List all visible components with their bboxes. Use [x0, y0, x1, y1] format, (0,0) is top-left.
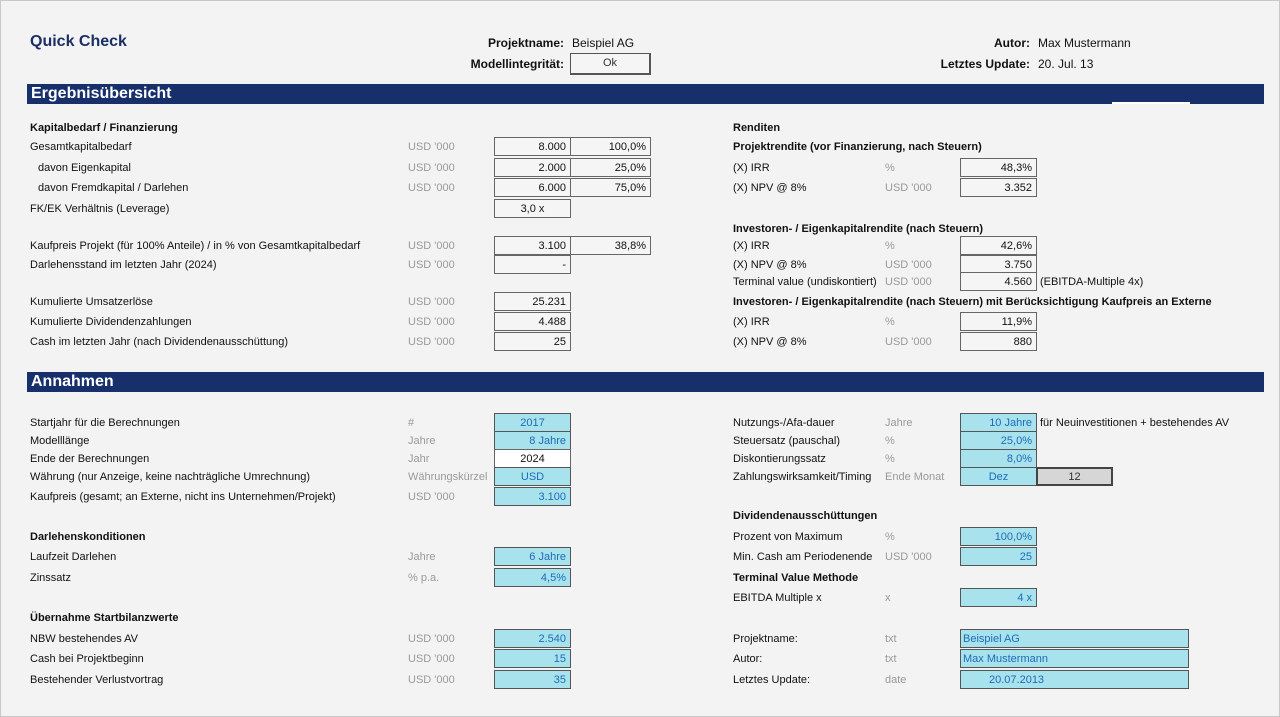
row-unit: USD '000	[885, 551, 932, 563]
row-label: Kumulierte Dividendenzahlungen	[30, 316, 192, 328]
row-unit: x	[885, 592, 891, 604]
input-cell[interactable]: 2024	[494, 449, 571, 468]
value-cell: 3,0 x	[494, 199, 571, 218]
percent-cell: 100,0%	[570, 137, 651, 156]
row-label: Kaufpreis Projekt (für 100% Anteile) / in % von Gesamtkapitalbedarf	[30, 240, 361, 252]
row-label: davon Eigenkapital	[38, 162, 131, 174]
section-bar-annahmen: Annahmen	[27, 372, 1264, 392]
input-cell[interactable]: Beispiel AG	[960, 629, 1189, 648]
row-label: Prozent von Maximum	[733, 531, 843, 543]
percent-cell: 25,0%	[570, 158, 651, 177]
input-cell[interactable]: 6 Jahre	[494, 547, 571, 566]
modellintegritaet-status: Ok	[570, 53, 651, 75]
row-label: Laufzeit Darlehen	[30, 551, 117, 563]
input-cell[interactable]: 8 Jahre	[494, 431, 571, 450]
row-unit: USD '000	[408, 633, 455, 645]
input-cell[interactable]: 35	[494, 670, 571, 689]
value-cell: 4.560	[960, 272, 1037, 291]
row-unit: %	[885, 453, 895, 465]
input-cell[interactable]: 15	[494, 649, 571, 668]
row-label: Startjahr für die Berechnungen	[30, 417, 180, 429]
row-unit: %	[885, 240, 895, 252]
update-label: Letztes Update:	[940, 57, 1030, 71]
value-cell: 8.000	[494, 137, 571, 156]
row-label: Letztes Update:	[733, 674, 811, 686]
row-label: (X) IRR	[733, 316, 770, 328]
input-cell[interactable]: 20.07.2013	[960, 670, 1189, 689]
row-unit: USD '000	[408, 316, 455, 328]
row-unit: USD '000	[885, 336, 932, 348]
row-note: (EBITDA-Multiple 4x)	[1040, 276, 1144, 288]
section-heading: Investoren- / Eigenkapitalrendite (nach Steuern) mit Berücksichtigung Kaufpreis an Externe	[733, 296, 1212, 308]
row-unit: USD '000	[408, 240, 455, 252]
value-cell: 3.100	[494, 236, 571, 255]
row-unit: %	[885, 316, 895, 328]
section-bar-ergebnis: Ergebnisübersicht	[27, 84, 1264, 104]
row-label: (X) NPV @ 8%	[733, 259, 807, 271]
row-label: Terminal value (undiskontiert)	[733, 276, 877, 288]
row-unit: Jahre	[408, 551, 436, 563]
page-title: Quick Check	[30, 33, 127, 50]
section-heading: Projektrendite (vor Finanzierung, nach Steuern)	[733, 141, 982, 153]
value-cell: 4.488	[494, 312, 571, 331]
row-label: Cash im letzten Jahr (nach Dividendenausschüttung)	[30, 336, 289, 348]
row-label: Gesamtkapitalbedarf	[30, 141, 132, 153]
row-unit: Jahr	[408, 453, 430, 465]
row-unit: Ende Monat	[885, 471, 945, 483]
row-label: (X) NPV @ 8%	[733, 182, 807, 194]
row-label: Cash bei Projektbeginn	[30, 653, 144, 665]
row-label: Währung (nur Anzeige, keine nachträgliche Umrechnung)	[30, 471, 311, 483]
row-label: Diskontierungssatz	[733, 453, 826, 465]
row-label: (X) NPV @ 8%	[733, 336, 807, 348]
section-heading: Kapitalbedarf / Finanzierung	[30, 122, 178, 134]
row-unit: USD '000	[408, 491, 455, 503]
row-label: (X) IRR	[733, 240, 770, 252]
input-cell[interactable]: USD	[494, 467, 571, 486]
autor-value: Max Mustermann	[1038, 36, 1131, 50]
month-number-cell: 12	[1036, 467, 1113, 486]
row-note: für Neuinvestitionen + bestehendes AV	[1040, 417, 1230, 429]
row-label: Zinssatz	[30, 572, 71, 584]
section-heading: Übernahme Startbilanzwerte	[30, 612, 179, 624]
row-label: Min. Cash am Periodenende	[733, 551, 873, 563]
row-label: Bestehender Verlustvortrag	[30, 674, 164, 686]
projektname-value: Beispiel AG	[572, 36, 635, 50]
input-cell[interactable]: 4 x	[960, 588, 1037, 607]
row-unit: Jahre	[885, 417, 913, 429]
row-label: Kumulierte Umsatzerlöse	[30, 296, 153, 308]
section-heading: Renditen	[733, 122, 781, 134]
row-label: Ende der Berechnungen	[30, 453, 150, 465]
value-cell: 25	[494, 332, 571, 351]
value-cell: 880	[960, 332, 1037, 351]
input-cell[interactable]: 10 Jahre	[960, 413, 1037, 432]
row-unit: USD '000	[408, 259, 455, 271]
value-cell: 3.750	[960, 255, 1037, 274]
input-cell[interactable]: 3.100	[494, 487, 571, 506]
projektname-label: Projektname:	[487, 36, 564, 50]
row-label: FK/EK Verhältnis (Leverage)	[30, 203, 170, 215]
value-cell: 48,3%	[960, 158, 1037, 177]
row-unit: %	[885, 162, 895, 174]
row-unit: USD '000	[408, 141, 455, 153]
value-cell: 11,9%	[960, 312, 1037, 331]
value-cell: 42,6%	[960, 236, 1037, 255]
row-unit: date	[885, 674, 907, 686]
modellintegritaet-label: Modellintegrität:	[470, 57, 564, 71]
input-cell[interactable]: 4,5%	[494, 568, 571, 587]
row-unit: USD '000	[885, 259, 932, 271]
input-cell[interactable]: 25	[960, 547, 1037, 566]
section-heading: Terminal Value Methode	[733, 572, 859, 584]
input-cell[interactable]: 25,0%	[960, 431, 1037, 450]
row-label: davon Fremdkapital / Darlehen	[38, 182, 189, 194]
row-label: Kaufpreis (gesamt; an Externe, nicht ins Unternehmen/Projekt)	[30, 491, 336, 503]
value-cell: -	[494, 255, 571, 274]
input-cell[interactable]: Dez	[960, 467, 1037, 486]
row-unit: USD '000	[408, 162, 455, 174]
update-value: 20. Jul. 13	[1038, 57, 1094, 71]
row-label: Projektname:	[733, 633, 798, 645]
value-cell: 25.231	[494, 292, 571, 311]
section-heading: Investoren- / Eigenkapitalrendite (nach Steuern)	[733, 223, 983, 235]
row-unit: USD '000	[408, 653, 455, 665]
input-cell[interactable]: 8,0%	[960, 449, 1037, 468]
section-heading: Dividendenausschüttungen	[733, 510, 878, 522]
input-cell[interactable]: Max Mustermann	[960, 649, 1189, 668]
row-unit: %	[885, 531, 895, 543]
bar-divider	[1112, 102, 1190, 104]
row-label: Steuersatz (pauschal)	[733, 435, 840, 447]
row-label: Zahlungswirksamkeit/Timing	[733, 471, 872, 483]
row-unit: USD '000	[408, 336, 455, 348]
row-label: Darlehensstand im letzten Jahr (2024)	[30, 259, 217, 271]
value-cell: 3.352	[960, 178, 1037, 197]
row-unit: USD '000	[408, 296, 455, 308]
input-cell[interactable]: 2.540	[494, 629, 571, 648]
input-cell[interactable]: 100,0%	[960, 527, 1037, 546]
row-unit: USD '000	[408, 182, 455, 194]
autor-label: Autor:	[994, 36, 1030, 50]
input-cell[interactable]: 2017	[494, 413, 571, 432]
row-unit: %	[885, 435, 895, 447]
percent-cell: 75,0%	[570, 178, 651, 197]
row-label: Autor:	[733, 653, 763, 665]
row-label: NBW bestehendes AV	[30, 633, 139, 645]
row-unit: txt	[885, 653, 897, 665]
section-heading: Darlehenskonditionen	[30, 531, 146, 543]
row-label: (X) IRR	[733, 162, 770, 174]
value-cell: 6.000	[494, 178, 571, 197]
value-cell: 2.000	[494, 158, 571, 177]
row-unit: txt	[885, 633, 897, 645]
row-unit: USD '000	[408, 674, 455, 686]
row-unit: % p.a.	[408, 572, 440, 584]
row-label: Nutzungs-/Afa-dauer	[733, 417, 835, 429]
row-label: EBITDA Multiple x	[733, 592, 822, 604]
row-unit: #	[408, 417, 415, 429]
row-label: Modelllänge	[30, 435, 90, 447]
row-unit: Währungskürzel	[408, 471, 488, 483]
percent-cell: 38,8%	[570, 236, 651, 255]
row-unit: USD '000	[885, 182, 932, 194]
row-unit: USD '000	[885, 276, 932, 288]
row-unit: Jahre	[408, 435, 436, 447]
